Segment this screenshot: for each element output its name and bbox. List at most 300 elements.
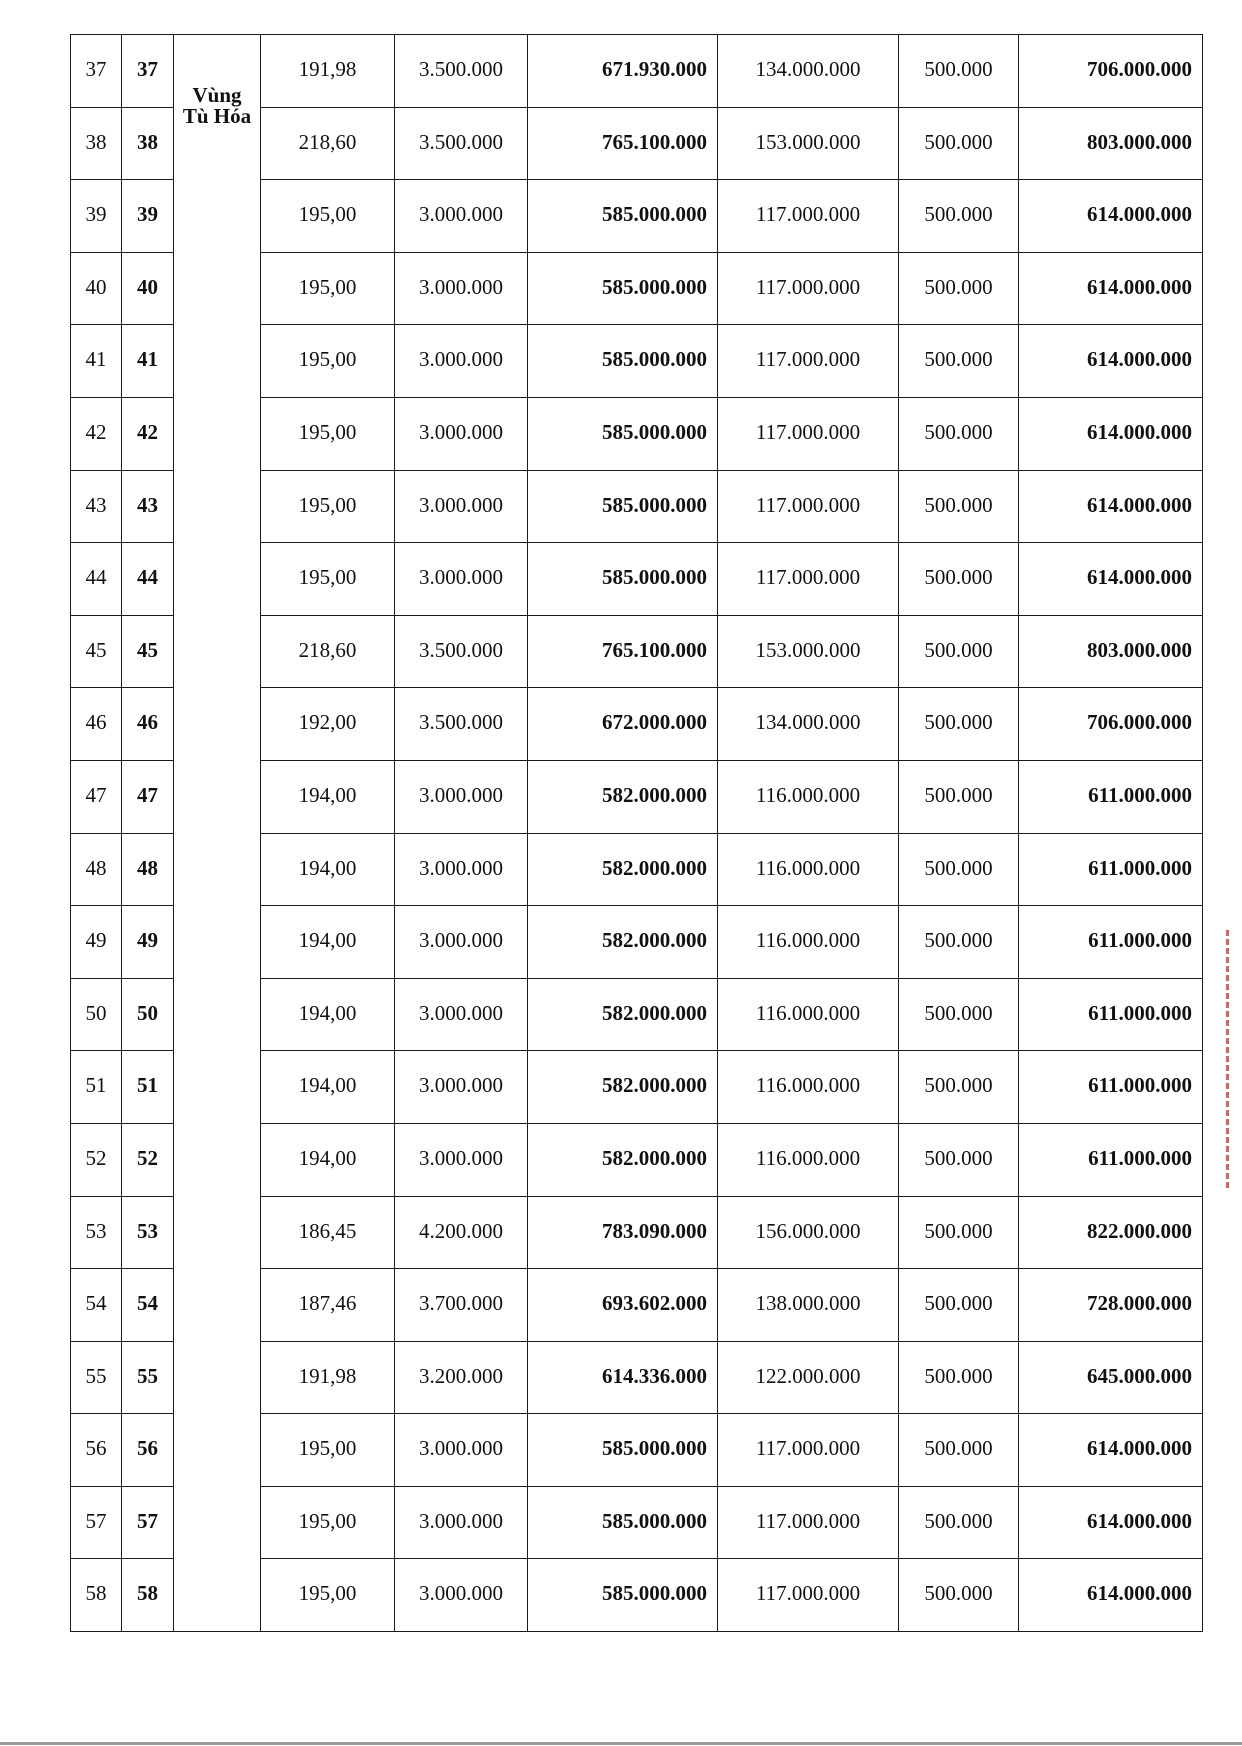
fee-cell xyxy=(899,1123,1019,1196)
deposit-cell xyxy=(718,1341,899,1414)
unit-price-cell xyxy=(395,180,528,253)
lot-number-cell xyxy=(122,252,174,325)
region-cell xyxy=(174,35,261,1632)
amount-cell-value: 671.930.000 xyxy=(602,57,707,81)
unit-price-cell xyxy=(395,1559,528,1632)
unit-price-cell-value: 3.500.000 xyxy=(419,129,503,154)
lot-number-cell xyxy=(122,397,174,470)
fee-cell-value: 500.000 xyxy=(924,1508,993,1533)
fee-cell xyxy=(899,325,1019,398)
area-cell-value: 195,00 xyxy=(298,419,357,444)
unit-price-cell xyxy=(395,1196,528,1269)
amount-cell-value: 672.000.000 xyxy=(602,710,707,735)
row-number-cell-value: 45 xyxy=(85,637,107,662)
unit-price-cell-value: 4.200.000 xyxy=(419,1218,503,1243)
unit-price-cell xyxy=(395,470,528,543)
total-cell-value: 611.000.000 xyxy=(1088,928,1192,953)
area-cell-value: 195,00 xyxy=(298,1508,357,1533)
unit-price-cell-value: 3.000.000 xyxy=(419,1436,503,1461)
total-cell xyxy=(1019,1051,1203,1124)
fee-cell xyxy=(899,1196,1019,1269)
amount-cell xyxy=(528,978,718,1051)
total-cell-value: 706.000.000 xyxy=(1087,57,1192,81)
amount-cell xyxy=(528,107,718,180)
lot-number-cell-value: 37 xyxy=(137,57,158,81)
unit-price-cell-value: 3.000.000 xyxy=(419,1581,503,1606)
area-cell-value: 191,98 xyxy=(298,1363,357,1388)
deposit-cell xyxy=(718,1123,899,1196)
area-cell xyxy=(261,1051,395,1124)
area-cell xyxy=(261,1269,395,1342)
unit-price-cell-value: 3.000.000 xyxy=(419,347,503,372)
lot-number-cell-value: 39 xyxy=(137,202,158,227)
lot-number-cell-value: 51 xyxy=(137,1073,158,1098)
fee-cell xyxy=(899,615,1019,688)
unit-price-cell xyxy=(395,760,528,833)
area-cell-value: 194,00 xyxy=(298,855,357,880)
row-number-cell-value: 43 xyxy=(85,492,107,517)
lot-number-cell-value: 44 xyxy=(137,565,158,590)
unit-price-cell-value: 3.000.000 xyxy=(419,855,503,880)
unit-price-cell xyxy=(395,833,528,906)
amount-cell xyxy=(528,1196,718,1269)
total-cell xyxy=(1019,180,1203,253)
total-cell xyxy=(1019,1414,1203,1487)
amount-cell-value: 765.100.000 xyxy=(602,129,707,154)
row-number-cell-value: 42 xyxy=(85,419,107,444)
area-cell xyxy=(261,833,395,906)
area-cell xyxy=(261,325,395,398)
area-cell xyxy=(261,688,395,761)
amount-cell xyxy=(528,688,718,761)
area-cell xyxy=(261,1414,395,1487)
fee-cell-value: 500.000 xyxy=(924,928,993,953)
fee-cell xyxy=(899,1486,1019,1559)
total-cell-value: 645.000.000 xyxy=(1087,1363,1192,1388)
fee-cell xyxy=(899,1051,1019,1124)
deposit-cell-value: 117.000.000 xyxy=(755,274,861,299)
lot-number-cell-value: 55 xyxy=(137,1363,158,1388)
lot-number-cell xyxy=(122,1196,174,1269)
area-cell-value: 195,00 xyxy=(298,565,357,590)
amount-cell-value: 582.000.000 xyxy=(602,855,707,880)
fee-cell-value: 500.000 xyxy=(924,782,993,807)
amount-cell xyxy=(528,1051,718,1124)
total-cell-value: 614.000.000 xyxy=(1087,565,1192,590)
deposit-cell xyxy=(718,1196,899,1269)
amount-cell xyxy=(528,1414,718,1487)
total-cell xyxy=(1019,470,1203,543)
deposit-cell-value: 134.000.000 xyxy=(755,57,861,81)
unit-price-cell xyxy=(395,1123,528,1196)
total-cell-value: 611.000.000 xyxy=(1088,1073,1192,1098)
amount-cell-value: 693.602.000 xyxy=(602,1291,707,1316)
amount-cell xyxy=(528,760,718,833)
lot-number-cell-value: 58 xyxy=(137,1581,158,1606)
amount-cell-value: 585.000.000 xyxy=(602,1581,707,1606)
unit-price-cell xyxy=(395,1486,528,1559)
unit-price-cell xyxy=(395,906,528,979)
area-cell-value: 194,00 xyxy=(298,1000,357,1025)
amount-cell xyxy=(528,1269,718,1342)
fee-cell-value: 500.000 xyxy=(924,710,993,735)
unit-price-cell xyxy=(395,325,528,398)
amount-cell-value: 582.000.000 xyxy=(602,1145,707,1170)
fee-cell xyxy=(899,978,1019,1051)
deposit-cell xyxy=(718,252,899,325)
deposit-cell-value: 116.000.000 xyxy=(755,1145,861,1170)
area-cell xyxy=(261,180,395,253)
total-cell xyxy=(1019,906,1203,979)
row-number-cell xyxy=(71,1269,122,1342)
unit-price-cell-value: 3.000.000 xyxy=(419,492,503,517)
row-number-cell-value: 48 xyxy=(85,855,107,880)
unit-price-cell-value: 3.000.000 xyxy=(419,782,503,807)
amount-cell xyxy=(528,1486,718,1559)
region-label xyxy=(174,35,260,127)
area-cell xyxy=(261,978,395,1051)
amount-cell-value: 585.000.000 xyxy=(602,202,707,227)
amount-cell xyxy=(528,906,718,979)
amount-cell xyxy=(528,543,718,616)
fee-cell-value: 500.000 xyxy=(924,129,993,154)
area-cell-value: 218,60 xyxy=(298,129,357,154)
deposit-cell-value: 134.000.000 xyxy=(755,710,861,735)
total-cell-value: 611.000.000 xyxy=(1088,782,1192,807)
amount-cell-value: 783.090.000 xyxy=(602,1218,707,1243)
fee-cell-value: 500.000 xyxy=(924,57,993,81)
fee-cell xyxy=(899,35,1019,108)
area-cell-value: 194,00 xyxy=(298,782,357,807)
fee-cell xyxy=(899,1414,1019,1487)
total-cell xyxy=(1019,1196,1203,1269)
deposit-cell xyxy=(718,107,899,180)
fee-cell xyxy=(899,252,1019,325)
unit-price-cell xyxy=(395,1414,528,1487)
fee-cell xyxy=(899,107,1019,180)
fee-cell-value: 500.000 xyxy=(924,274,993,299)
row-number-cell-value: 52 xyxy=(85,1145,107,1170)
unit-price-cell-value: 3.000.000 xyxy=(419,1000,503,1025)
total-cell-value: 728.000.000 xyxy=(1087,1291,1192,1316)
area-cell xyxy=(261,615,395,688)
row-number-cell xyxy=(71,252,122,325)
unit-price-cell-value: 3.000.000 xyxy=(419,928,503,953)
deposit-cell-value: 138.000.000 xyxy=(755,1291,861,1316)
amount-cell-value: 614.336.000 xyxy=(602,1363,707,1388)
area-cell xyxy=(261,252,395,325)
row-number-cell xyxy=(71,35,122,108)
lot-number-cell xyxy=(122,906,174,979)
red-seal-stamp-edge xyxy=(1226,930,1241,1188)
row-number-cell-value: 55 xyxy=(85,1363,107,1388)
amount-cell-value: 585.000.000 xyxy=(602,492,707,517)
deposit-cell xyxy=(718,180,899,253)
amount-cell-value: 585.000.000 xyxy=(602,419,707,444)
deposit-cell-value: 116.000.000 xyxy=(755,782,861,807)
fee-cell xyxy=(899,180,1019,253)
fee-cell-value: 500.000 xyxy=(924,492,993,517)
land-price-table xyxy=(70,34,1203,1632)
fee-cell-value: 500.000 xyxy=(924,347,993,372)
row-number-cell-value: 39 xyxy=(85,202,107,227)
amount-cell-value: 585.000.000 xyxy=(602,565,707,590)
lot-number-cell-value: 38 xyxy=(137,129,158,154)
row-number-cell xyxy=(71,760,122,833)
unit-price-cell xyxy=(395,107,528,180)
area-cell xyxy=(261,760,395,833)
lot-number-cell xyxy=(122,1269,174,1342)
amount-cell-value: 585.000.000 xyxy=(602,347,707,372)
fee-cell-value: 500.000 xyxy=(924,1000,993,1025)
area-cell xyxy=(261,1341,395,1414)
lot-number-cell-value: 54 xyxy=(137,1291,158,1316)
deposit-cell xyxy=(718,688,899,761)
total-cell xyxy=(1019,760,1203,833)
lot-number-cell-value: 57 xyxy=(137,1508,158,1533)
unit-price-cell xyxy=(395,615,528,688)
fee-cell xyxy=(899,397,1019,470)
lot-number-cell-value: 45 xyxy=(137,637,158,662)
amount-cell xyxy=(528,470,718,543)
unit-price-cell-value: 3.000.000 xyxy=(419,1508,503,1533)
row-number-cell-value: 44 xyxy=(85,565,107,590)
unit-price-cell xyxy=(395,543,528,616)
deposit-cell-value: 117.000.000 xyxy=(755,492,861,517)
total-cell xyxy=(1019,325,1203,398)
deposit-cell xyxy=(718,543,899,616)
total-cell-value: 614.000.000 xyxy=(1087,347,1192,372)
fee-cell xyxy=(899,1341,1019,1414)
deposit-cell xyxy=(718,978,899,1051)
row-number-cell-value: 50 xyxy=(85,1000,107,1025)
row-number-cell xyxy=(71,107,122,180)
lot-number-cell-value: 53 xyxy=(137,1218,158,1243)
total-cell xyxy=(1019,615,1203,688)
lot-number-cell-value: 52 xyxy=(137,1145,158,1170)
total-cell-value: 614.000.000 xyxy=(1087,1436,1192,1461)
region-label-line2: Tù Hóa xyxy=(182,104,252,128)
lot-number-cell-value: 41 xyxy=(137,347,158,372)
deposit-cell xyxy=(718,1414,899,1487)
amount-cell xyxy=(528,1559,718,1632)
fee-cell-value: 500.000 xyxy=(924,1218,993,1243)
lot-number-cell xyxy=(122,760,174,833)
deposit-cell-value: 117.000.000 xyxy=(755,202,861,227)
lot-number-cell xyxy=(122,1486,174,1559)
unit-price-cell-value: 3.000.000 xyxy=(419,419,503,444)
amount-cell-value: 585.000.000 xyxy=(602,274,707,299)
unit-price-cell xyxy=(395,35,528,108)
area-cell-value: 195,00 xyxy=(298,1436,357,1461)
fee-cell xyxy=(899,470,1019,543)
total-cell xyxy=(1019,1123,1203,1196)
lot-number-cell xyxy=(122,325,174,398)
total-cell xyxy=(1019,978,1203,1051)
fee-cell xyxy=(899,543,1019,616)
area-cell xyxy=(261,35,395,108)
amount-cell xyxy=(528,833,718,906)
lot-number-cell xyxy=(122,833,174,906)
table-body xyxy=(71,35,1203,1632)
deposit-cell xyxy=(718,470,899,543)
row-number-cell-value: 54 xyxy=(85,1291,107,1316)
area-cell xyxy=(261,107,395,180)
fee-cell-value: 500.000 xyxy=(924,637,993,662)
deposit-cell-value: 117.000.000 xyxy=(755,1581,861,1606)
unit-price-cell-value: 3.500.000 xyxy=(419,57,503,81)
row-number-cell-value: 58 xyxy=(85,1581,107,1606)
area-cell xyxy=(261,397,395,470)
total-cell-value: 614.000.000 xyxy=(1087,202,1192,227)
fee-cell xyxy=(899,760,1019,833)
deposit-cell xyxy=(718,1051,899,1124)
lot-number-cell xyxy=(122,1559,174,1632)
deposit-cell xyxy=(718,1269,899,1342)
lot-number-cell xyxy=(122,543,174,616)
amount-cell xyxy=(528,180,718,253)
fee-cell-value: 500.000 xyxy=(924,202,993,227)
fee-cell xyxy=(899,906,1019,979)
unit-price-cell xyxy=(395,978,528,1051)
row-number-cell xyxy=(71,833,122,906)
area-cell-value: 186,45 xyxy=(298,1218,357,1243)
total-cell xyxy=(1019,688,1203,761)
area-cell-value: 192,00 xyxy=(298,710,357,735)
lot-number-cell xyxy=(122,688,174,761)
area-cell xyxy=(261,470,395,543)
row-number-cell xyxy=(71,180,122,253)
unit-price-cell xyxy=(395,252,528,325)
unit-price-cell-value: 3.500.000 xyxy=(419,710,503,735)
amount-cell xyxy=(528,325,718,398)
amount-cell-value: 585.000.000 xyxy=(602,1436,707,1461)
area-cell-value: 187,46 xyxy=(298,1291,357,1316)
area-cell-value: 191,98 xyxy=(298,57,357,81)
row-number-cell-value: 51 xyxy=(85,1073,107,1098)
fee-cell-value: 500.000 xyxy=(924,565,993,590)
row-number-cell xyxy=(71,470,122,543)
amount-cell xyxy=(528,397,718,470)
fee-cell-value: 500.000 xyxy=(924,1073,993,1098)
row-number-cell xyxy=(71,325,122,398)
lot-number-cell-value: 47 xyxy=(137,782,158,807)
deposit-cell-value: 156.000.000 xyxy=(755,1218,861,1243)
lot-number-cell-value: 49 xyxy=(137,928,158,953)
row-number-cell-value: 57 xyxy=(85,1508,107,1533)
lot-number-cell xyxy=(122,1341,174,1414)
amount-cell-value: 582.000.000 xyxy=(602,1000,707,1025)
fee-cell xyxy=(899,1559,1019,1632)
area-cell-value: 195,00 xyxy=(298,492,357,517)
area-cell-value: 194,00 xyxy=(298,1145,357,1170)
fee-cell-value: 500.000 xyxy=(924,1581,993,1606)
deposit-cell xyxy=(718,1486,899,1559)
row-number-cell-value: 38 xyxy=(85,129,107,154)
total-cell-value: 803.000.000 xyxy=(1087,129,1192,154)
row-number-cell-value: 40 xyxy=(85,274,107,299)
total-cell-value: 614.000.000 xyxy=(1087,1581,1192,1606)
unit-price-cell-value: 3.000.000 xyxy=(419,1145,503,1170)
row-number-cell xyxy=(71,397,122,470)
table-row xyxy=(71,35,1203,108)
amount-cell-value: 582.000.000 xyxy=(602,782,707,807)
lot-number-cell-value: 46 xyxy=(137,710,158,735)
lot-number-cell xyxy=(122,107,174,180)
fee-cell-value: 500.000 xyxy=(924,1363,993,1388)
row-number-cell xyxy=(71,906,122,979)
lot-number-cell xyxy=(122,1051,174,1124)
total-cell-value: 611.000.000 xyxy=(1088,1145,1192,1170)
amount-cell xyxy=(528,1123,718,1196)
total-cell-value: 611.000.000 xyxy=(1088,855,1192,880)
total-cell-value: 611.000.000 xyxy=(1088,1000,1192,1025)
row-number-cell xyxy=(71,1486,122,1559)
row-number-cell xyxy=(71,1341,122,1414)
lot-number-cell xyxy=(122,978,174,1051)
amount-cell-value: 585.000.000 xyxy=(602,1508,707,1533)
deposit-cell xyxy=(718,1559,899,1632)
row-number-cell xyxy=(71,615,122,688)
deposit-cell-value: 117.000.000 xyxy=(755,565,861,590)
lot-number-cell xyxy=(122,1123,174,1196)
unit-price-cell-value: 3.000.000 xyxy=(419,565,503,590)
region-label-line1: Vùng xyxy=(192,83,242,107)
total-cell-value: 614.000.000 xyxy=(1087,492,1192,517)
area-cell xyxy=(261,1196,395,1269)
deposit-cell xyxy=(718,35,899,108)
area-cell xyxy=(261,1486,395,1559)
row-number-cell-value: 41 xyxy=(85,347,107,372)
unit-price-cell-value: 3.500.000 xyxy=(419,637,503,662)
unit-price-cell xyxy=(395,397,528,470)
unit-price-cell xyxy=(395,1269,528,1342)
area-cell xyxy=(261,906,395,979)
unit-price-cell-value: 3.000.000 xyxy=(419,1073,503,1098)
amount-cell xyxy=(528,1341,718,1414)
fee-cell-value: 500.000 xyxy=(924,1436,993,1461)
amount-cell-value: 582.000.000 xyxy=(602,928,707,953)
lot-number-cell-value: 42 xyxy=(137,419,158,444)
row-number-cell xyxy=(71,1051,122,1124)
total-cell xyxy=(1019,1559,1203,1632)
amount-cell xyxy=(528,252,718,325)
area-cell-value: 195,00 xyxy=(298,1581,357,1606)
total-cell-value: 706.000.000 xyxy=(1087,710,1192,735)
unit-price-cell xyxy=(395,688,528,761)
row-number-cell-value: 53 xyxy=(85,1218,107,1243)
fee-cell-value: 500.000 xyxy=(924,1145,993,1170)
page-bottom-edge xyxy=(0,1742,1242,1745)
lot-number-cell-value: 40 xyxy=(137,274,158,299)
lot-number-cell xyxy=(122,470,174,543)
unit-price-cell xyxy=(395,1051,528,1124)
fee-cell xyxy=(899,833,1019,906)
deposit-cell xyxy=(718,397,899,470)
total-cell-value: 614.000.000 xyxy=(1087,1508,1192,1533)
area-cell-value: 195,00 xyxy=(298,202,357,227)
deposit-cell-value: 116.000.000 xyxy=(755,1000,861,1025)
amount-cell-value: 582.000.000 xyxy=(602,1073,707,1098)
fee-cell-value: 500.000 xyxy=(924,1291,993,1316)
lot-number-cell xyxy=(122,1414,174,1487)
fee-cell xyxy=(899,1269,1019,1342)
row-number-cell xyxy=(71,1414,122,1487)
amount-cell-value: 765.100.000 xyxy=(602,637,707,662)
lot-number-cell-value: 56 xyxy=(137,1436,158,1461)
deposit-cell-value: 116.000.000 xyxy=(755,1073,861,1098)
fee-cell-value: 500.000 xyxy=(924,419,993,444)
